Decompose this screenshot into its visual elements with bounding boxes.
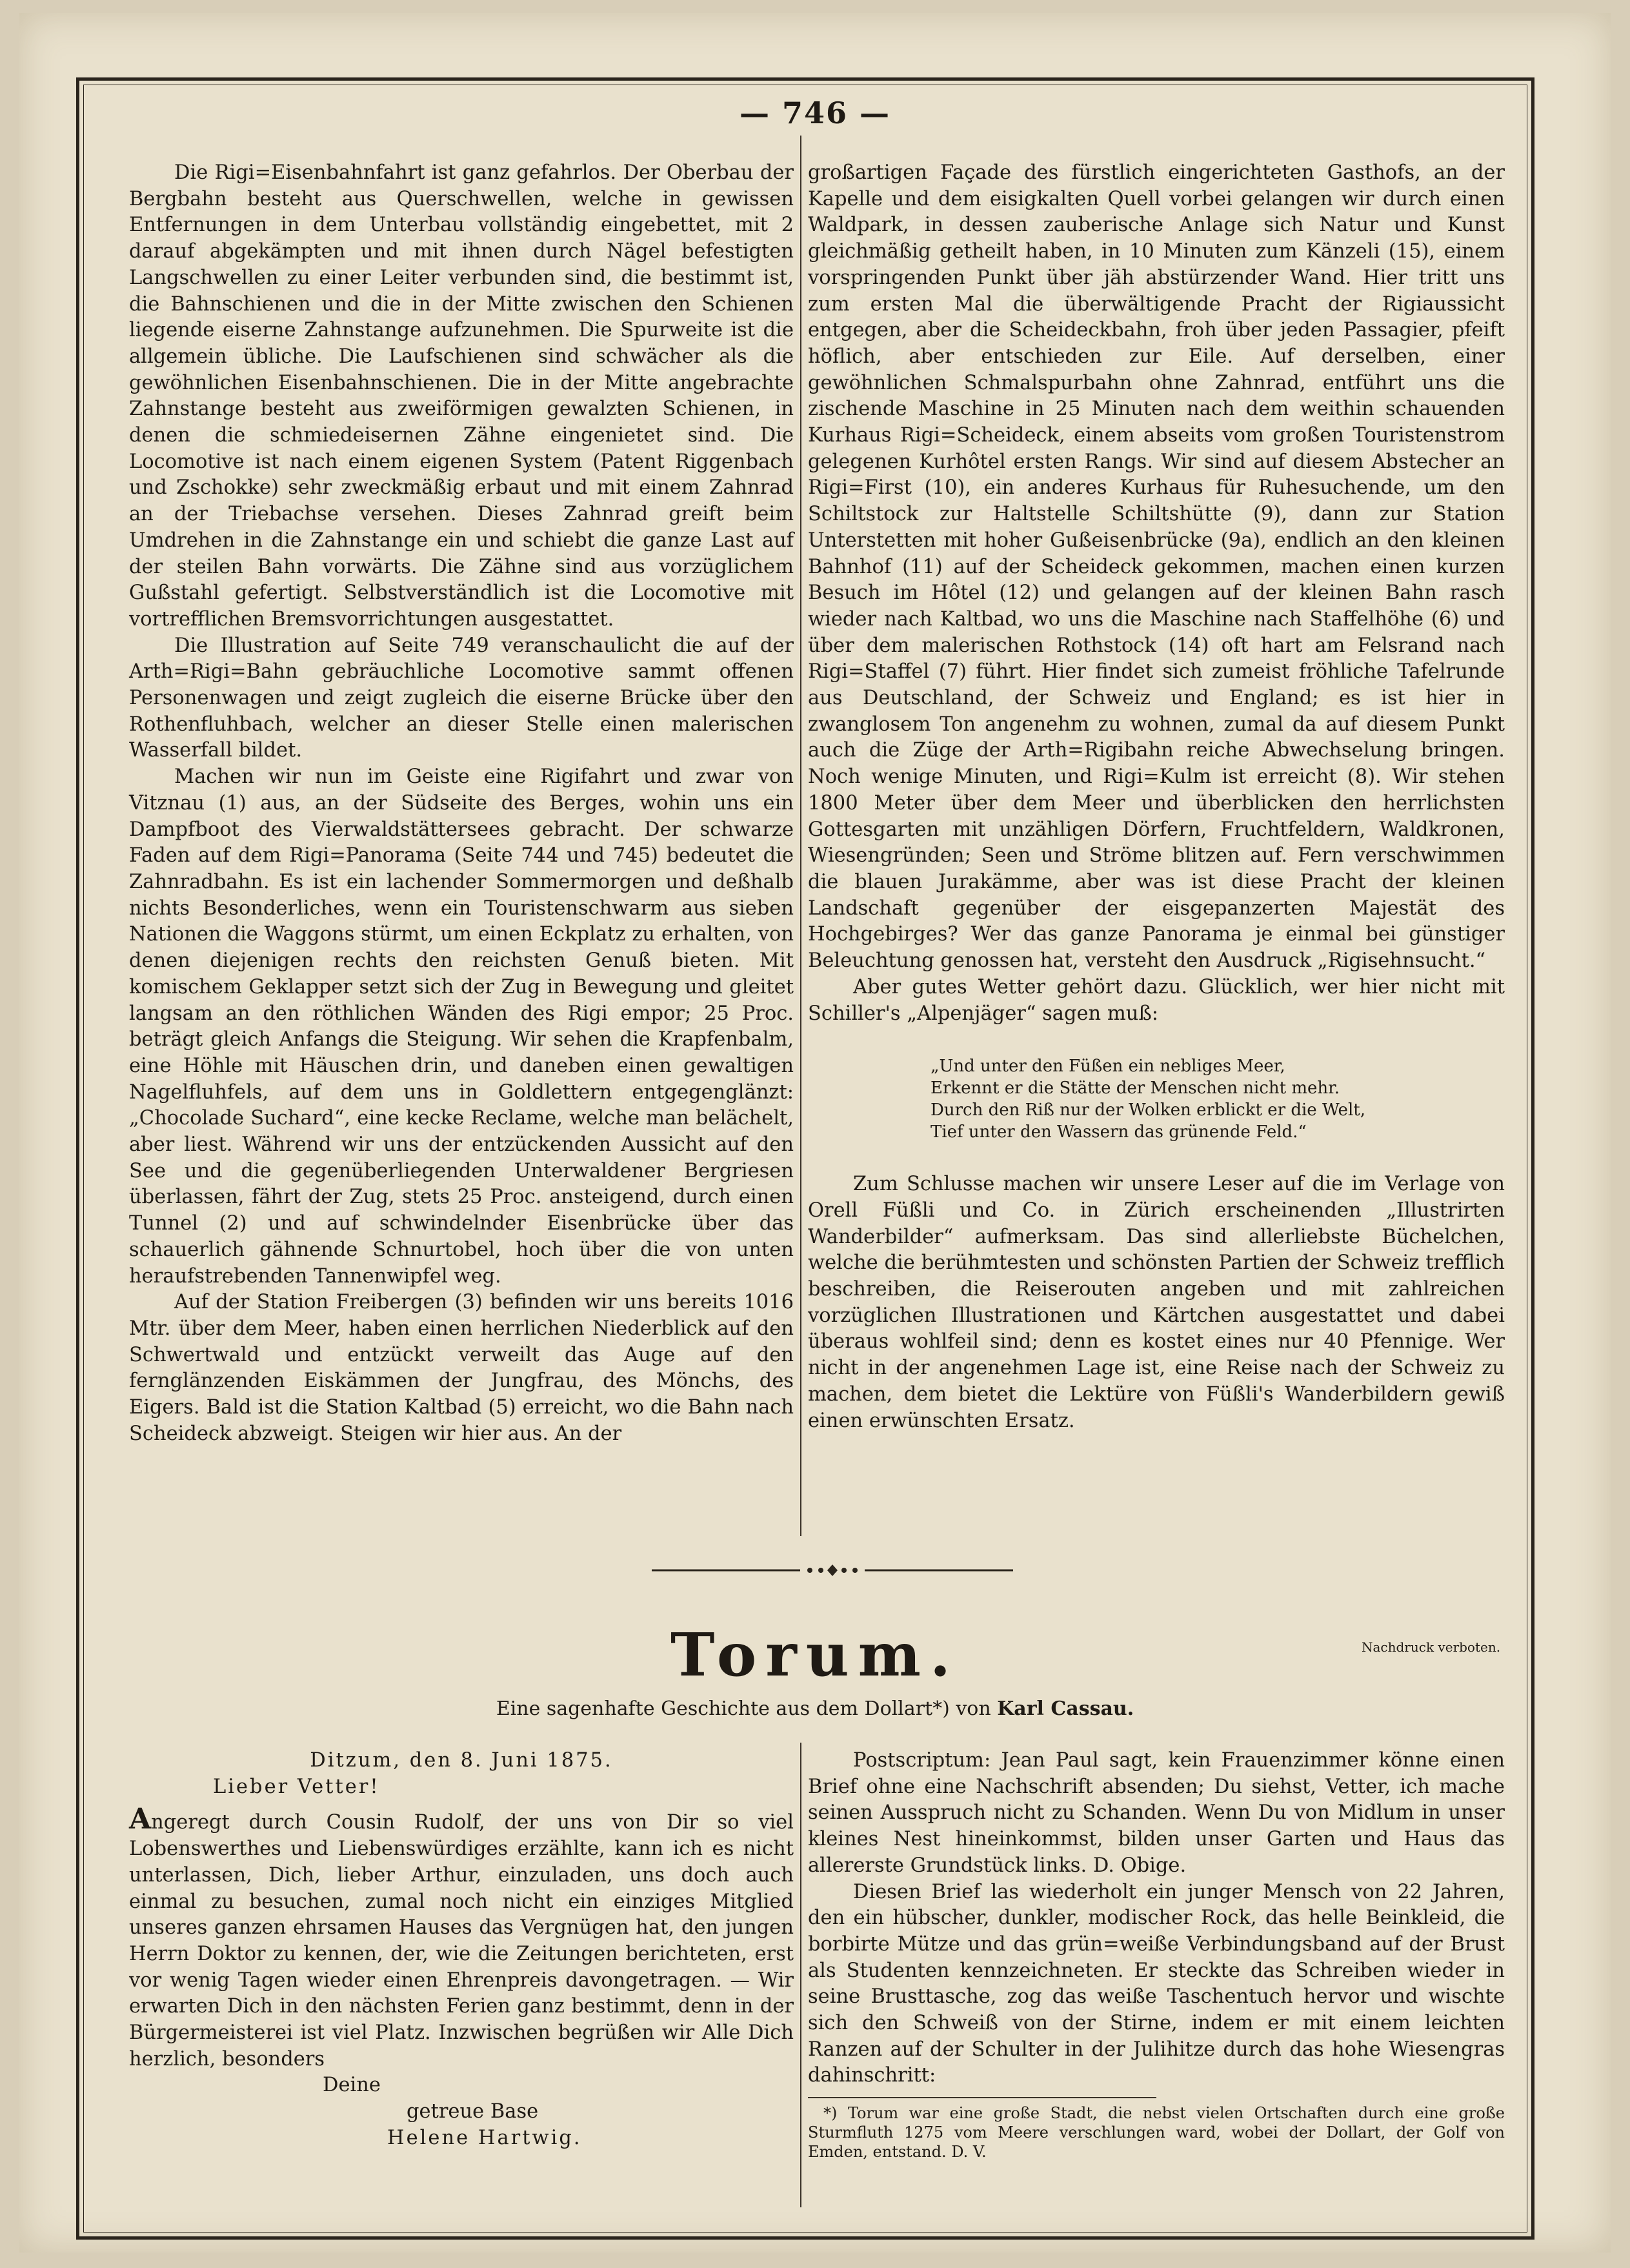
letter-body: [129, 1803, 794, 2072]
story-subtitle: [19, 1697, 1611, 1720]
poem-line-4: Tief unter den Wassern das grünende Feld.“: [931, 1122, 1307, 1142]
footnote-rule: [808, 2097, 1156, 2098]
article-paragraph-2: Die Illustration auf Seite 749 veranschaulicht die auf der Arth=Rigi=Bahn gebräuchliche Locomotive sammt offenen Personenwagen und zeigt zugleich die eiserne Brücke über den Rothenfluhbach, welcher an dieser Stelle einen malerischen Wasserfall bildet.: [129, 634, 794, 762]
letter-salutation: Lieber Vetter!: [213, 1775, 380, 1798]
article-left-column: [129, 160, 794, 1447]
story-title: Torum.: [670, 1620, 960, 1690]
letter-closing-2: getreue Base: [407, 2100, 539, 2123]
poem-line-1: „Und unter den Füßen ein nebliges Meer,: [931, 1057, 1285, 1077]
article-paragraph-3: Machen wir nun im Geiste eine Rigifahrt und zwar von Vitznau (1) aus, an der Südseite des Berges, wohin uns ein Dampfboot des Vierwaldstättersees gebracht. Der schwarze Faden auf dem Rigi=Panorama (Seite 744 und 745) bedeutet die Zahnradbahn. Es ist ein lachender Sommermorgen und deßhalb nichts Besonderliches, wenn ein Touristenschwarm aus sieben Nationen die Waggons stürmt, um einen Eckplatz zu erhalten, von denen diejenigen rechts den reichsten Genuß bieten. Mit komischem Geklapper setzt sich der Zug in Bewegung und gleitet langsam an den röthlichen Wänden des Rigi empor; 25 Proc. beträgt gleich Anfangs die Steigung. Wir sehen die Krapfenbalm, eine Höhle mit Häuschen drin, und daneben einen gewaltigen Nagelfluhfels, auf dem uns in Goldlettern entgegenglänzt: „Chocolade Suchard“, eine kecke Reclame, welche man belächelt, aber liest. Während wir uns der entzückenden Aussicht auf den See und die gegenüberliegenden Unterwaldener Bergriesen überlassen, fährt der Zug, stets 25 Proc. ansteigend, durch einen Tunnel (2) und auf schwindelnder Eisenbrücke über das schauerlich gähnende Schnurtobel, hoch über die von unten heraufstrebenden Tannenwipfel weg.: [129, 765, 794, 1288]
letter-heading: Ditzum, den 8. Juni 1875.: [310, 1749, 613, 1772]
footnote: [808, 2103, 1505, 2162]
column-divider-top: [800, 136, 801, 1536]
newspaper-page: [19, 13, 1611, 2253]
reprint-notice: Nachdruck verboten.: [1362, 1639, 1501, 1655]
story-left-column: [129, 1748, 794, 2152]
article-paragraph-6: Aber gutes Wetter gehört dazu. Glücklich, wer hier nicht mit Schiller's „Alpenjäger“ sagen muß:: [808, 975, 1505, 1025]
section-ornament: [652, 1561, 1013, 1580]
poem-quote: [931, 1055, 1505, 1143]
page-number: — 746 —: [739, 96, 891, 130]
letter-body-text: ngeregt durch Cousin Rudolf, der uns von Dir so viel Lobenswerthes und Liebenswürdiges erzählte, kann ich es nicht unterlassen, Dich, lieber Arthur, einzuladen, uns doch auch einmal zu besuchen, zumal noch nicht ein einziges Mitglied unseres ganzen ehrsamen Hauses das Vergnügen hat, den jungen Herrn Doktor zu kennen, der, wie die Zeitungen berichteten, erst vor wenig Tagen wieder einen Ehrenpreis davongetragen. — Wir erwarten Dich in den nächsten Ferien ganz bestimmt, denn in der Bürgermeisterei ist viel Platz. Inzwischen begrüßen wir Alle Dich herzlich, besonders: [129, 1811, 794, 2071]
article-paragraph-5: großartigen Façade des fürstlich eingerichteten Gasthofs, an der Kapelle und dem eisigkalten Quell vorbei gelangen wir durch einen Waldpark, in dessen zauberische Anlage sich Natur und Kunst gleichmäßig getheilt haben, in 10 Minuten zum Känzeli (15), einem vorspringenden Punkt über jäh abstürzender Wand. Hier tritt uns zum ersten Mal die überwältigende Pracht der Rigiaussicht entgegen, aber die Scheideckbahn, froh über jeden Passagier, pfeift höflich, aber entschieden zur Eile. Auf derselben, einer gewöhnlichen Schmalspurbahn ohne Zahnrad, entführt uns die zischende Maschine in 25 Minuten nach dem weithin schauenden Kurhaus Rigi=Scheideck, einem abseits vom großen Touristenstrom gelegenen Kurhôtel ersten Rangs. Wir sind auf diesem Abstecher an Rigi=First (10), ein anderes Kurhaus für Ruhesuchende, um den Schiltstock zur Haltstelle Schiltshütte (9), dann zur Station Unterstetten mit hoher Gußeisenbrücke (9a), endlich an den kleinen Bahnhof (11) auf der Scheideck gekommen, machen einen kurzen Besuch im Hôtel (12) und gelangen auf der kleinen Bahn rasch wieder nach Kaltbad, wo uns die Maschine nach Staffelhöhe (6) und über dem malerischen Rothstock (14) oft hart am Felsrand nach Rigi=Staffel (7) führt. Hier findet sich zumeist fröhliche Tafelrunde aus Deutschland, der Schweiz und England; es ist hier in zwanglosem Ton angenehm zu wohnen, zumal da auf diesem Punkt auch die Züge der Arth=Rigibahn reiche Abwechselung bringen. Noch wenige Minuten, und Rigi=Kulm ist erreicht (8). Wir stehen 1800 Meter über dem Meer und überblicken den herrlichsten Gottesgarten mit unzähligen Dörfern, Fruchtfeldern, Waldkronen, Wiesengründen; Seen und Ströme blitzen auf. Fern verschwimmen die blauen Jurakämme, aber was ist diese Pracht der kleinen Landschaft gegenüber der eisgepanzerten Majestät des Hochgebirges? Wer das ganze Panorama je einmal bei günstiger Beleuchtung genossen hat, versteht den Ausdruck „Rigisehnsucht.“: [808, 161, 1505, 973]
story-right-column: [808, 1748, 1505, 2162]
poem-line-3: Durch den Riß nur der Wolken erblickt er die Welt,: [931, 1100, 1365, 1120]
story-subtitle-text: Eine sagenhafte Geschichte aus dem Dollart*) von: [496, 1697, 991, 1720]
drop-cap: A: [129, 1803, 152, 1836]
letter-closing-1: Deine: [323, 2074, 381, 2097]
article-closing-paragraph: Zum Schlusse machen wir unsere Leser auf die im Verlage von Orell Füßli und Co. in Zürich erscheinenden „Illustrirten Wanderbilder“ aufmerksam. Das sind allerliebste Büchelchen, welche die berühmtesten und schönsten Partien der Schweiz trefflich beschreiben, die Reiserouten angeben und mit zahlreichen vorzüglichen Illustrationen und Kärtchen ausgestattet und dabei überaus wohlfeil sind; denn es kostet eines nur 40 Pfennige. Wer nicht in der angenehmen Lage ist, eine Reise nach der Schweiz zu machen, dem bietet die Lektüre von Füßli's Wanderbildern gewiß einen erwünschten Ersatz.: [808, 1173, 1505, 1432]
article-right-column: [808, 160, 1505, 1434]
letter-signature: Helene Hartwig.: [387, 2126, 582, 2149]
story-author: Karl Cassau.: [997, 1697, 1134, 1720]
poem-line-2: Erkennt er die Stätte der Menschen nicht mehr.: [931, 1078, 1340, 1099]
column-divider-bottom: [800, 1743, 801, 2207]
article-paragraph-4: Auf der Station Freibergen (3) befinden wir uns bereits 1016 Mtr. über dem Meer, haben einen herrlichen Niederblick auf den Schwertwald und entzückt verweilt das Auge auf den fernglänzenden Eiskämmen der Jungfrau, des Mönchs, des Eigers. Bald ist die Station Kaltbad (5) erreicht, wo die Bahn nach Scheideck abzweigt. Steigen wir hier aus. An der: [129, 1291, 794, 1445]
footnote-text: *) Torum war eine große Stadt, die nebst vielen Ortschaften durch eine große Sturmfluth 1275 vom Meere verschlungen ward, wobei der Dollart, der Golf von Emden, entstand. D. V.: [808, 2104, 1505, 2162]
story-narrative: Diesen Brief las wiederholt ein junger Mensch von 22 Jahren, den ein hübscher, dunkler, modischer Rock, das helle Beinkleid, die borbirte Mütze und das grün=weiße Verbindungsband auf der Brust als Studenten kennzeichneten. Er steckte das Schreiben wieder in seine Brusttasche, zog das weiße Taschentuch hervor und wischte sich den Schweiß von der Stirne, indem er mit einem leichten Ranzen auf der Schulter in der Julihitze durch das hohe Wiesengras dahinschritt:: [808, 1880, 1505, 2087]
article-paragraph-1: Die Rigi=Eisenbahnfahrt ist ganz gefahrlos. Der Oberbau der Bergbahn besteht aus Querschwellen, welche in gewissen Entfernungen in dem Unterbau vollständig eingebettet, mit 2 darauf abgekämpten und mit ihnen durch Nägel befestigten Langschwellen zu einer Leiter verbunden sind, die bestimmt ist, die Bahnschienen und die in der Mitte zwischen den Schienen liegende eiserne Zahnstange aufzunehmen. Die Spurweite ist die allgemein übliche. Die Laufschienen sind schwächer als die gewöhnlichen Eisenbahnschienen. Die in der Mitte angebrachte Zahnstange besteht aus zweiförmigen gewalzten Schienen, in denen die schmiedeisernen Zähne eingenietet sind. Die Locomotive ist nach einem eigenen System (Patent Riggenbach und Zschokke) sehr zweckmäßig erbaut und mit einem Zahnrad an der Triebachse versehen. Dieses Zahnrad greift beim Umdrehen in die Zahnstange ein und schiebt die ganze Last auf der steilen Bahn vorwärts. Die Zähne sind aus vorzüglichem Gußstahl gefertigt. Selbstverständlich ist die Locomotive mit vortrefflichen Bremsvorrichtungen ausgestattet.: [129, 161, 794, 631]
letter-postscript: Postscriptum: Jean Paul sagt, kein Frauenzimmer könne einen Brief ohne eine Nachschrift absenden; Du siehst, Vetter, ich mache seinen Ausspruch nicht zu Schanden. Wenn Du von Midlum in unser kleines Nest hineinkommst, bilden unser Garten und Haus das allererste Grundstück links. D. Obige.: [808, 1749, 1505, 1877]
